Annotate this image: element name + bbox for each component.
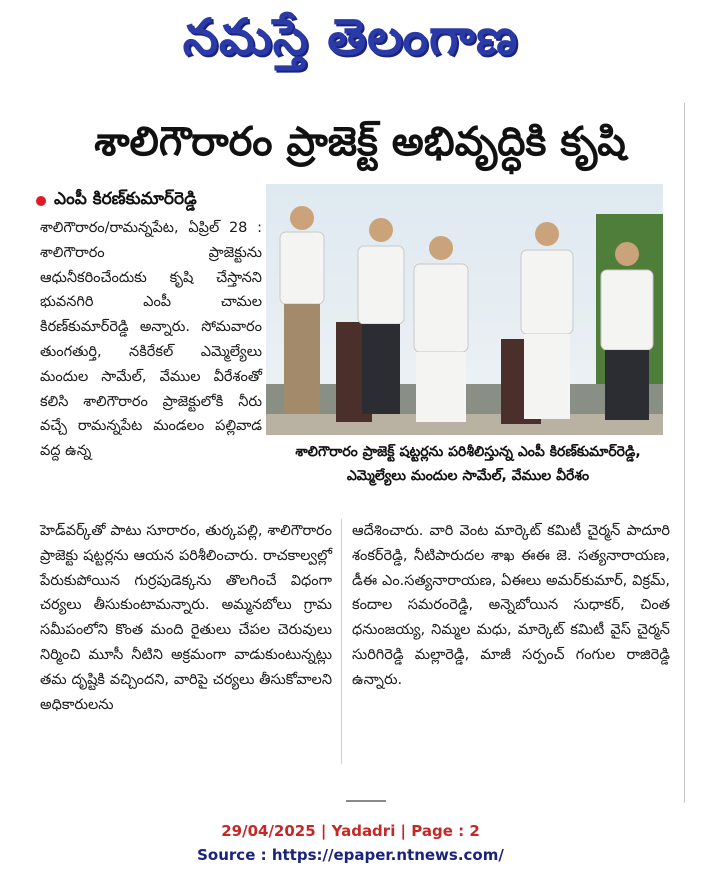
article-column-2: హెడ్‌వర్క్‌తో పాటు సూరారం, తుర్కపల్లి, శాలిగౌరారం ప్రాజెక్టు షట్టర్లను ఆయన పరిశీలించారు. రాచకాల్వల్లో పేరుకుపోయిన గుర్రపుడెక్కను తొలగించే విధంగా చర్యలు తీసుకుంటామన్నారు. అమ్మనబోలు గ్రామ సమీపంలోని కొంత మంది రైతులు చేపల చెరువులు నిర్మించి మూసీ నీటిని అక్రమంగా వాడుకుంటున్నట్లు తమ దృష్టికి వచ్చిందని, వారిపై చర్యలు తీసుకోవాలని అధికారులను: [40, 523, 332, 713]
source-link[interactable]: Source : https://epaper.ntnews.com/: [197, 846, 504, 864]
masthead: [0, 0, 701, 80]
article-column-3: ఆదేశించారు. వారి వెంట మార్కెట్ కమిటీ చైర్మన్ పాదూరి శంకర్‌రెడ్డి, నీటిపారుదల శాఖ ఈఈ జె. సత్యనారాయణ, డీఈ ఎం.సత్యనారాయణ, ఏఈలు అమర్‌కుమార్, విక్రమ్, కందాల సమరంరెడ్డి, అన్నెబోయిన సుధాకర్, చింత ధనుంజయ్య, నిమ్మల మధు, మార్కెట్ కమిటీ వైస్ చైర్మన్ సురిగిరెడ్డి మల్లారెడ్డి, మాజీ సర్పంచ్ గంగుల రాజిరెడ్డి ఉన్నారు.: [352, 523, 670, 688]
column-divider: [684, 103, 685, 803]
end-mark: [346, 800, 386, 802]
edition-info: 29/04/2025 | Yadadri | Page : 2: [221, 822, 480, 840]
byline-text: ఎంపీ కిరణ్‌కుమార్‌రెడ్డి: [54, 189, 197, 209]
article-column-1: శాలిగౌరారం/రామన్నపేట, ఏప్రిల్ 28 : శాలిగౌరారం ప్రాజెక్టును ఆధునీకరించేందుకు కృషి చేస్తానని భువనగిరి ఎంపీ చామల కిరణ్‌కుమార్‌రెడ్డి అన్నారు. సోమవారం తుంగతుర్తి, నకిరేకల్ ఎమ్మెల్యేలు మందుల సామేల్, వేముల వీరేశంతో కలిసి శాలిగౌరారం ప్రాజెక్టులోకి నీరు వచ్చే రామన్నపేట మండలం పల్లివాడ వద్ద ఉన్న: [40, 220, 262, 460]
column-separator: [341, 519, 342, 764]
photo-caption: శాలిగౌరారం ప్రాజెక్ట్ షట్టర్లను పరిశీలిస్తున్న ఎంపీ కిరణ్‌కుమార్‌రెడ్డి, ఎమ్మెల్యేలు మందుల సామేల్, వేముల వీరేశం: [295, 444, 641, 484]
masthead-logo: నమస్తే తెలంగాణ: [182, 8, 519, 66]
bullet-dot-icon: [36, 196, 46, 206]
news-photo: [266, 184, 663, 435]
article-headline: శాలిగౌరారం ప్రాజెక్ట్ అభివృద్ధికి కృషి: [94, 119, 626, 165]
byline: [36, 187, 197, 215]
